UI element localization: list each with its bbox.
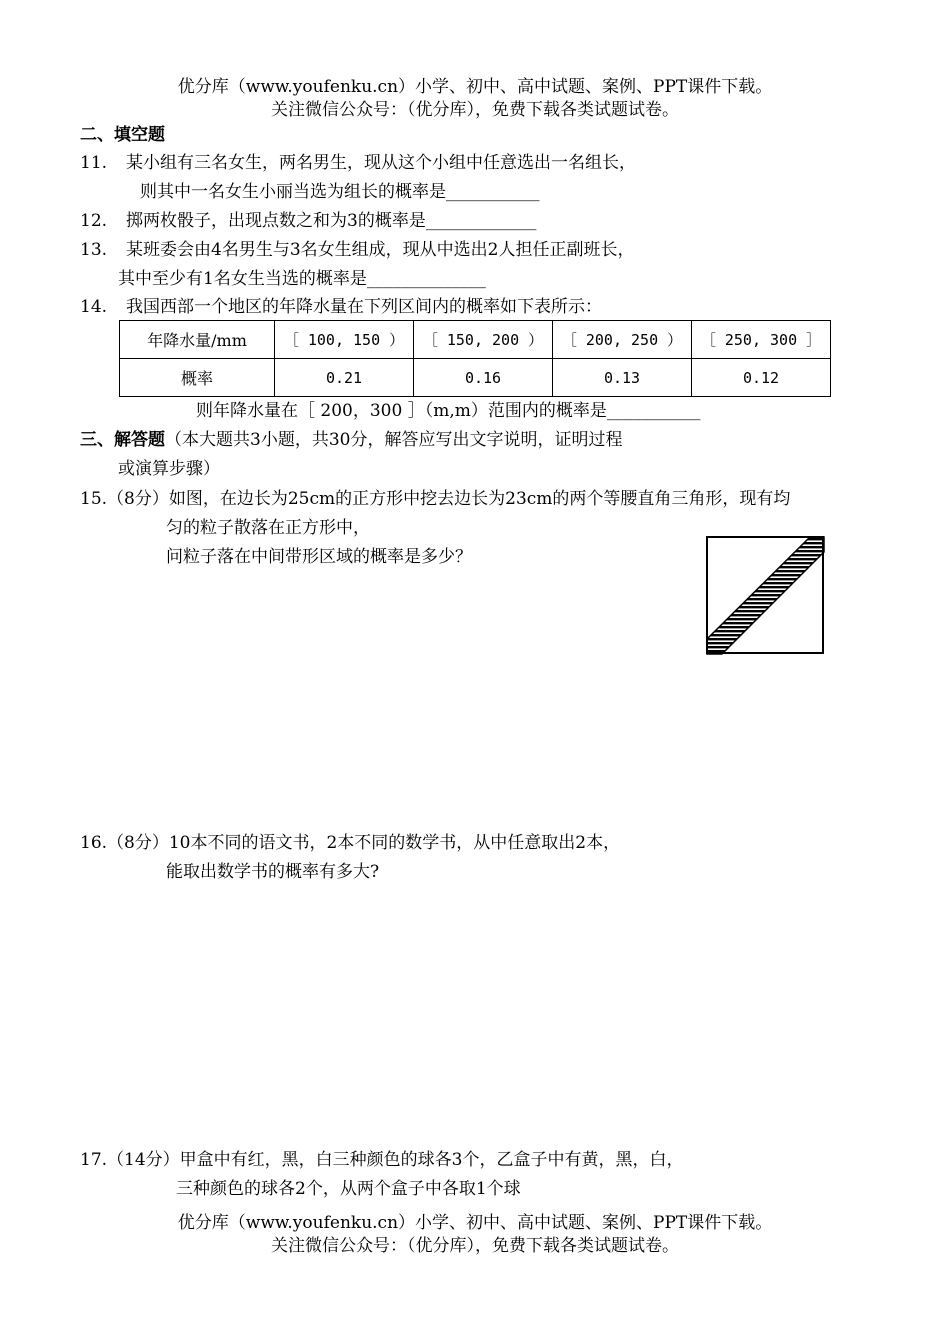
q14-number: 14.: [80, 297, 108, 317]
q14-line-1: 我国西部一个地区的年降水量在下列区间内的概率如下表所示：: [126, 297, 602, 317]
q15-line-2: 匀的粒子散落在正方形中，: [166, 518, 370, 538]
table-cell: 0.21: [275, 359, 414, 397]
q12-line-1: 掷两枚骰子，出现点数之和为3的概率是_____________: [126, 211, 537, 231]
table-cell: ［ 250, 300 ］: [692, 321, 831, 359]
q11-number: 11.: [80, 153, 108, 173]
q16-line-2: 能取出数学书的概率有多大?: [166, 862, 380, 882]
table-cell: 0.13: [553, 359, 692, 397]
table-header-cell: 年降水量/mm: [120, 321, 275, 359]
q15-line-1: 15.（8分）如图，在边长为25cm的正方形中挖去边长为23cm的两个等腰直角三角形，现有均: [80, 489, 791, 509]
q16-line-1: 16.（8分）10本不同的语文书，2本不同的数学书，从中任意取出2本，: [80, 833, 621, 853]
header-line-2: 关注微信公众号：（优分库），免费下载各类试题试卷。: [271, 100, 679, 120]
footer-line-2: 关注微信公众号：（优分库），免费下载各类试题试卷。: [271, 1236, 679, 1256]
section-3-heading: [80, 429, 622, 451]
q13-line-2: 其中至少有1名女生当选的概率是______________: [118, 269, 486, 289]
q13-line-1: 某班委会由4名男生与3名女生组成，现从中选出2人担任正副班长，: [126, 240, 635, 260]
table-cell: 0.12: [692, 359, 831, 397]
footer-line-1: 优分库（www.youfenku.cn）小学、初中、高中试题、案例、PPT课件下载。: [177, 1213, 773, 1233]
section-3-note: （本大题共3小题，共30分，解答应写出文字说明，证明过程: [165, 430, 623, 450]
section-3-note-2: 或演算步骤）: [118, 459, 220, 479]
square-band-figure: [706, 536, 826, 655]
section-2-title: 二、填空题: [80, 125, 165, 145]
rainfall-probability-table: [119, 320, 831, 397]
q13-number: 13.: [80, 240, 108, 260]
table-cell: ［ 100, 150 ）: [275, 321, 414, 359]
section-3-title: 三、解答题: [80, 430, 165, 450]
table-cell: ［ 150, 200 ）: [414, 321, 553, 359]
q15-line-3: 问粒子落在中间带形区域的概率是多少？: [166, 547, 472, 567]
table-row: [120, 359, 831, 397]
q12-number: 12.: [80, 211, 108, 231]
q17-line-2: 三种颜色的球各2个，从两个盒子中各取1个球: [176, 1179, 521, 1199]
header-line-1: 优分库（www.youfenku.cn）小学、初中、高中试题、案例、PPT课件下载。: [177, 77, 773, 97]
q11-line-1: 某小组有三名女生，两名男生，现从这个小组中任意选出一名组长，: [126, 153, 636, 173]
table-header-cell: 概率: [120, 359, 275, 397]
q11-line-2: 则其中一名女生小丽当选为组长的概率是___________: [140, 182, 540, 202]
table-cell: ［ 200, 250 ）: [553, 321, 692, 359]
table-cell: 0.16: [414, 359, 553, 397]
table-row: [120, 321, 831, 359]
q14-line-2: 则年降水量在［ 200，300 ］（m,m）范围内的概率是___________: [196, 401, 701, 421]
q17-line-1: 17.（14分）甲盒中有红，黑，白三种颜色的球各3个，乙盒子中有黄，黑，白，: [80, 1150, 684, 1170]
